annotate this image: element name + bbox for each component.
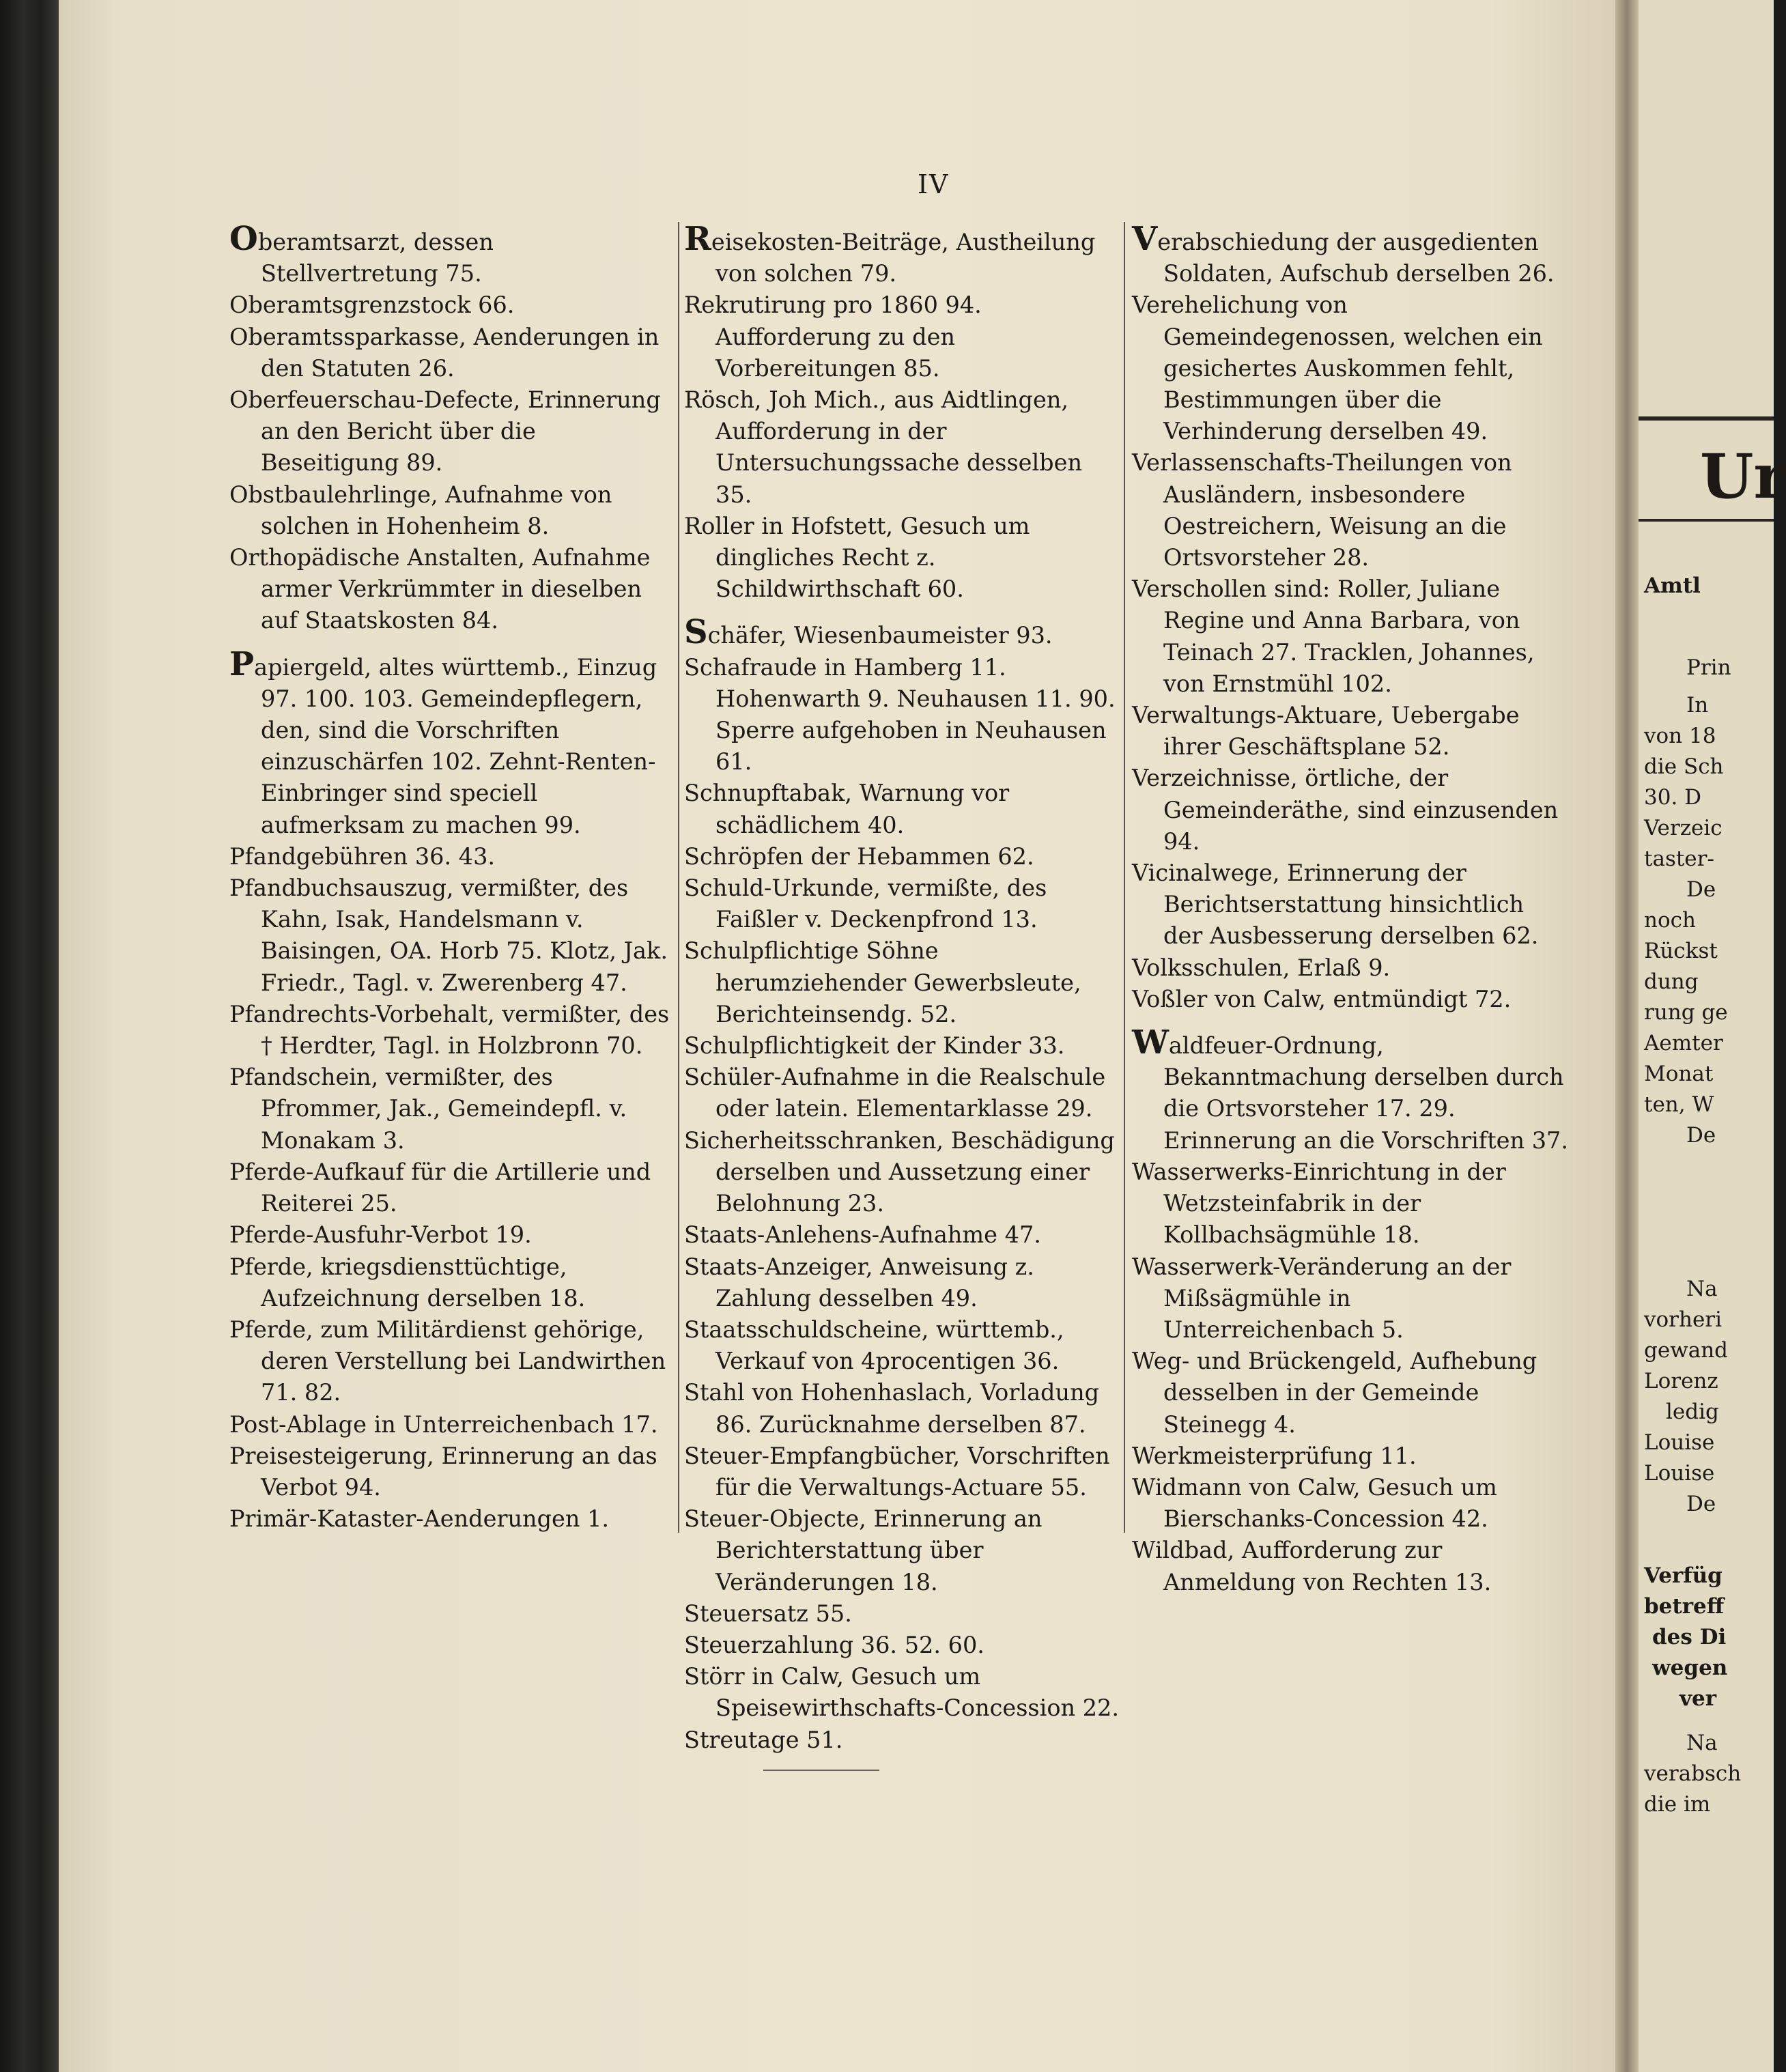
index-entry: Weg- und Brückengeld, Aufhebung desselben in der Gemeinde Steinegg 4. bbox=[1132, 1348, 1537, 1438]
section-gap bbox=[684, 605, 1121, 619]
section-initial: P bbox=[229, 644, 255, 683]
index-entry: Wasserwerks-Einrichtung in der Wetzsteinfabrik in der Kollbachsägmühle 18. bbox=[1132, 1158, 1506, 1249]
section-initial: V bbox=[1132, 220, 1158, 258]
index-entry: Rekrutirung pro 1860 94. Aufforderung zu den Vorbereitungen 85. bbox=[684, 292, 982, 382]
index-entry: Schnupftabak, Warnung vor schädlichem 40. bbox=[684, 780, 1010, 838]
adjacent-page-text: Louise bbox=[1644, 1461, 1715, 1486]
index-entry: Waldfeuer-Ordnung, Bekanntmachung derselben durch die Ortsvorsteher 17. 29. Erinnerung an die Vorschriften 37. bbox=[1132, 1023, 1568, 1154]
index-entry: Oberamtsgrenzstock 66. bbox=[229, 292, 515, 319]
index-entry: Störr in Calw, Gesuch um Speisewirthschafts-Concession 22. bbox=[684, 1663, 1119, 1722]
index-entry: Staatsschuldscheine, württemb., Verkauf von 4procentigen 36. bbox=[684, 1316, 1064, 1375]
adjacent-page-text: des Di bbox=[1652, 1625, 1727, 1649]
adjacent-page-text: Aemter bbox=[1644, 1031, 1723, 1055]
adjacent-page-text: Na bbox=[1686, 1731, 1718, 1755]
index-entry: Papiergeld, altes württemb., Einzug 97. 100. 103. Gemeindepflegern, den, sind die Vorschriften einzuschärfen 102. Zehnt-Renten-Einbringer sind speciell aufmerksam zu machen 99. bbox=[229, 644, 657, 838]
adjacent-page-text: Prin bbox=[1686, 655, 1731, 680]
adjacent-page-fragment bbox=[1639, 0, 1786, 2072]
adjacent-page-text: Ur bbox=[1700, 440, 1786, 513]
index-entry: Steuerzahlung 36. 52. 60. bbox=[684, 1631, 984, 1658]
section-gap bbox=[229, 637, 673, 651]
index-entry: Widmann von Calw, Gesuch um Bierschanks-Concession 42. bbox=[1132, 1473, 1497, 1533]
index-entry: Stahl von Hohenhaslach, Vorladung 86. Zurücknahme derselben 87. bbox=[684, 1379, 1100, 1438]
section-gap bbox=[1132, 1015, 1569, 1029]
adjacent-page-text: vorheri bbox=[1644, 1307, 1723, 1332]
index-entry: Oberamtssparkasse, Aenderungen in den Statuten 26. bbox=[229, 323, 660, 382]
section-initial: O bbox=[229, 220, 258, 258]
index-entry: Post-Ablage in Unterreichenbach 17. bbox=[229, 1410, 658, 1438]
index-entry: Volksschulen, Erlaß 9. bbox=[1132, 954, 1391, 981]
adjacent-page-text: Amtl bbox=[1644, 573, 1701, 598]
adjacent-page-text: rung ge bbox=[1644, 1000, 1728, 1025]
adjacent-page-text: Louise bbox=[1644, 1430, 1715, 1455]
index-entry: Pferde-Aufkauf für die Artillerie und Reiterei 25. bbox=[229, 1158, 651, 1217]
page-number: IV bbox=[918, 169, 950, 199]
column-rule-1 bbox=[678, 222, 679, 1533]
adjacent-page-text: die Sch bbox=[1644, 754, 1724, 779]
index-entry: Schulpflichtigkeit der Kinder 33. bbox=[684, 1032, 1065, 1060]
index-entry: Verschollen sind: Roller, Juliane Regine und Anna Barbara, von Teinach 27. Tracklen, Johannes, von Ernstmühl 102. bbox=[1132, 576, 1535, 697]
index-entry: Preisesteigerung, Erinnerung an das Verbot 94. bbox=[229, 1442, 657, 1501]
index-entry: Schüler-Aufnahme in die Realschule oder latein. Elementarklasse 29. bbox=[684, 1064, 1106, 1122]
index-entry: Pferde, kriegsdiensttüchtige, Aufzeichnung derselben 18. bbox=[229, 1253, 586, 1311]
index-entry: Schäfer, Wiesenbaumeister 93. bbox=[684, 613, 1053, 652]
adjacent-page-text: von 18 bbox=[1644, 724, 1716, 748]
index-entry: Staats-Anzeiger, Anweisung z. Zahlung desselben 49. bbox=[684, 1253, 1034, 1311]
adjacent-page-text: De bbox=[1686, 877, 1716, 902]
index-entry: Schulpflichtige Söhne herumziehender Gewerbsleute, Berichteinsendg. 52. bbox=[684, 937, 1081, 1027]
adjacent-page-text: In bbox=[1686, 693, 1709, 718]
index-column-2 bbox=[684, 220, 1121, 1756]
adjacent-page-text: die im bbox=[1644, 1792, 1711, 1817]
adjacent-page-text: dung bbox=[1644, 969, 1699, 994]
column-rule-2 bbox=[1124, 222, 1125, 1533]
page-gutter bbox=[1615, 0, 1639, 2072]
adjacent-page-text: gewand bbox=[1644, 1338, 1729, 1363]
index-entry: Steuer-Empfangbücher, Vorschriften für die Verwaltungs-Actuare 55. bbox=[684, 1442, 1110, 1501]
adjacent-page-text: De bbox=[1686, 1123, 1716, 1148]
adjacent-page-text: Verzeic bbox=[1644, 816, 1723, 840]
index-entry: Staats-Anlehens-Aufnahme 47. bbox=[684, 1221, 1041, 1249]
index-entry: Rösch, Joh Mich., aus Aidtlingen, Aufforderung in der Untersuchungssache desselben 35. bbox=[684, 386, 1083, 508]
index-entry: Verzeichnisse, örtliche, der Gemeinderäthe, sind einzusenden 94. bbox=[1132, 765, 1559, 855]
section-initial: W bbox=[1132, 1023, 1169, 1062]
index-column-3 bbox=[1132, 220, 1569, 1598]
index-entry: Obstbaulehrlinge, Aufnahme von solchen in Hohenheim 8. bbox=[229, 481, 612, 539]
section-initial: S bbox=[684, 613, 708, 652]
index-entry: Oberfeuerschau-Defecte, Erinnerung an den Bericht über die Beseitigung 89. bbox=[229, 386, 661, 477]
adjacent-page-text: verabsch bbox=[1644, 1761, 1742, 1786]
index-entry: Vicinalwege, Erinnerung der Berichtserstattung hinsichtlich der Ausbesserung derselben 62. bbox=[1132, 860, 1539, 950]
adjacent-page-text: De bbox=[1686, 1492, 1716, 1516]
index-entry: Sicherheitsschranken, Beschädigung derselben und Aussetzung einer Belohnung 23. bbox=[684, 1126, 1115, 1217]
adjacent-page-text: Monat bbox=[1644, 1062, 1714, 1086]
index-entry: Verehelichung von Gemeindegenossen, welchen ein gesichertes Auskommen fehlt, Bestimmungen über die Verhinderung derselben 49. bbox=[1132, 292, 1543, 445]
adjacent-page-text: Verfüg bbox=[1644, 1563, 1723, 1588]
adjacent-page-rule bbox=[1639, 519, 1774, 522]
index-entry: Primär-Kataster-Aenderungen 1. bbox=[229, 1505, 610, 1533]
index-entry: Schafraude in Hamberg 11. Hohenwarth 9. Neuhausen 11. 90. Sperre aufgehoben in Neuhausen 61. bbox=[684, 653, 1116, 776]
adjacent-page-text: taster- bbox=[1644, 847, 1714, 871]
index-entry: Wildbad, Aufforderung zur Anmeldung von Rechten 13. bbox=[1132, 1537, 1492, 1595]
book-spine bbox=[0, 0, 59, 2072]
adjacent-page-text: Rückst bbox=[1644, 939, 1718, 963]
adjacent-page-text: betreff bbox=[1644, 1594, 1725, 1619]
index-entry: Pferde-Ausfuhr-Verbot 19. bbox=[229, 1221, 532, 1249]
index-entry: Pfandschein, vermißter, des Pfrommer, Jak., Gemeindepfl. v. Monakam 3. bbox=[229, 1064, 627, 1154]
adjacent-page-text: 30. D bbox=[1644, 785, 1702, 810]
index-entry: Reisekosten-Beiträge, Austheilung von solchen 79. bbox=[684, 220, 1096, 287]
adjacent-page-text: ver bbox=[1679, 1686, 1717, 1711]
index-entry: Steuer-Objecte, Erinnerung an Berichterstattung über Veränderungen 18. bbox=[684, 1505, 1043, 1595]
index-entry: Voßler von Calw, entmündigt 72. bbox=[1132, 985, 1512, 1012]
closing-rule bbox=[763, 1770, 879, 1771]
section-initial: R bbox=[684, 220, 711, 258]
index-entry: Verwaltungs-Aktuare, Uebergabe ihrer Geschäftsplane 52. bbox=[1132, 702, 1520, 761]
index-entry: Orthopädische Anstalten, Aufnahme armer Verkrümmter in dieselben auf Staatskosten 84. bbox=[229, 544, 651, 634]
adjacent-page-text: wegen bbox=[1652, 1656, 1728, 1680]
index-entry: Pferde, zum Militärdienst gehörige, deren Verstellung bei Landwirthen 71. 82. bbox=[229, 1316, 666, 1406]
adjacent-page-text: Na bbox=[1686, 1277, 1718, 1301]
index-entry: Schuld-Urkunde, vermißte, des Faißler v. Deckenpfrond 13. bbox=[684, 875, 1047, 933]
adjacent-page-rule bbox=[1639, 416, 1774, 421]
index-entry: Pfandgebühren 36. 43. bbox=[229, 842, 496, 870]
index-entry: Wasserwerk-Veränderung an der Mißsägmühle in Unterreichenbach 5. bbox=[1132, 1253, 1512, 1343]
index-entry: Pfandrechts-Vorbehalt, vermißter, des † Herdter, Tagl. in Holzbronn 70. bbox=[229, 1000, 670, 1060]
index-entry: Streutage 51. bbox=[684, 1726, 843, 1753]
index-entry: Schröpfen der Hebammen 62. bbox=[684, 842, 1034, 870]
index-entry: Oberamtsarzt, dessen Stellvertretung 75. bbox=[229, 220, 494, 287]
index-entry: Verabschiedung der ausgedienten Soldaten, Aufschub derselben 26. bbox=[1132, 220, 1555, 287]
adjacent-page-text: ten, W bbox=[1644, 1092, 1714, 1117]
index-entry: Pfandbuchsauszug, vermißter, des Kahn, Isak, Handelsmann v. Baisingen, OA. Horb 75. Klotz, Jak. Friedr., Tagl. v. Zwerenberg 47. bbox=[229, 875, 668, 996]
index-column-1 bbox=[229, 220, 673, 1535]
index-entry: Werkmeisterprüfung 11. bbox=[1132, 1442, 1417, 1469]
index-entry: Steuersatz 55. bbox=[684, 1600, 852, 1627]
index-entry: Verlassenschafts-Theilungen von Ausländern, insbesondere Oestreichern, Weisung an die Ortsvorsteher 28. bbox=[1132, 449, 1512, 571]
adjacent-page-text: Lorenz bbox=[1644, 1369, 1718, 1393]
adjacent-page-text: noch bbox=[1644, 908, 1696, 933]
adjacent-page-text: ledig bbox=[1666, 1400, 1719, 1424]
index-entry: Roller in Hofstett, Gesuch um dingliches Recht z. Schildwirthschaft 60. bbox=[684, 512, 1030, 603]
